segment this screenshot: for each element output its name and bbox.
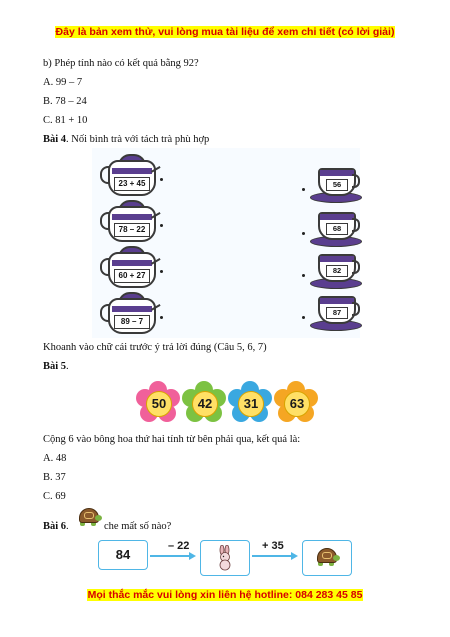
cup-dot-2[interactable] <box>302 232 305 235</box>
teapot-body <box>108 252 156 288</box>
cup-number: 82 <box>326 265 348 277</box>
operation-1: – 22 <box>168 540 190 552</box>
teapot-dot-2[interactable] <box>160 224 163 227</box>
cup-handle <box>352 174 360 188</box>
teapot-4[interactable] <box>102 292 158 330</box>
bai6-heading <box>43 521 69 532</box>
flower-number: 31 <box>238 391 264 417</box>
teapot-dot-1[interactable] <box>160 178 163 181</box>
arrow-1 <box>150 555 190 557</box>
bai6-dot: . <box>66 521 69 532</box>
cup-handle <box>352 218 360 232</box>
shell-pattern <box>322 552 332 559</box>
teapot-band <box>112 260 152 266</box>
teapot-band <box>112 306 152 312</box>
teapot-body <box>108 160 156 196</box>
flower-2[interactable] <box>184 383 224 423</box>
teapot-expression: 78 – 22 <box>114 223 150 237</box>
flower-4[interactable] <box>276 383 316 423</box>
cup-4[interactable] <box>310 294 360 332</box>
cup-dot-1[interactable] <box>302 188 305 191</box>
start-number: 84 <box>115 547 131 562</box>
cup-1[interactable] <box>310 166 360 204</box>
cup-number: 87 <box>326 307 348 319</box>
flower-1[interactable] <box>138 383 178 423</box>
bai5-dot: . <box>66 361 69 372</box>
teapot-band <box>112 214 152 220</box>
arrow-2-head <box>291 552 298 560</box>
teapot-1[interactable] <box>102 154 158 192</box>
cup-dot-3[interactable] <box>302 274 305 277</box>
cup-band <box>320 170 354 176</box>
cup-band <box>320 298 354 304</box>
part-b-question: b) Phép tính nào có kết quả bằng 92? <box>43 58 199 69</box>
teapot-expression: 23 + 45 <box>114 177 150 191</box>
flower-3[interactable] <box>230 383 270 423</box>
teapot-expression: 60 + 27 <box>114 269 150 283</box>
bai5-option-a[interactable]: A. 48 <box>43 453 67 464</box>
bai6-label: Bài 6 <box>43 521 67 532</box>
rabbit-icon <box>214 545 236 571</box>
part-b-option-c: C. 81 + 10 <box>43 115 88 126</box>
flower-number: 50 <box>146 391 172 417</box>
cup-handle <box>352 302 360 316</box>
part-b-option-b: B. 78 – 24 <box>43 96 87 107</box>
turtle-icon <box>314 548 340 568</box>
cup-handle <box>352 260 360 274</box>
cup-number: 56 <box>326 179 348 191</box>
bai5-option-c[interactable]: C. 69 <box>43 491 66 502</box>
bai5-heading <box>43 361 69 372</box>
teapot-expression: 89 – 7 <box>114 315 150 329</box>
turtle-head <box>333 555 340 561</box>
flower-number: 42 <box>192 391 218 417</box>
cup-2[interactable] <box>310 210 360 248</box>
operation-2: + 35 <box>262 540 284 552</box>
footer-banner-text: Mọi thắc mắc vui lòng xin liên hệ hotline: 084 283 45 85 <box>87 589 363 601</box>
bai5-question: Cộng 6 vào bông hoa thứ hai tính từ bên phải qua, kết quả là: <box>43 434 301 445</box>
bai6-question: che mất số nào? <box>104 521 172 532</box>
cup-number: 68 <box>326 223 348 235</box>
flower-number: 63 <box>284 391 310 417</box>
rabbit-box[interactable] <box>200 540 250 576</box>
cup-body <box>318 254 356 282</box>
teapot-body <box>108 298 156 334</box>
teapot-3[interactable] <box>102 246 158 284</box>
arrow-2 <box>252 555 292 557</box>
bai4-heading <box>43 134 209 145</box>
turtle-head <box>95 515 102 521</box>
footer-banner <box>0 589 450 601</box>
part-b-option-a: A. 99 – 7 <box>43 77 83 88</box>
teapot-body <box>108 206 156 242</box>
teapot-band <box>112 168 152 174</box>
bai5-label: Bài 5 <box>43 361 67 372</box>
cup-body <box>318 296 356 324</box>
cup-dot-4[interactable] <box>302 316 305 319</box>
cup-body <box>318 168 356 196</box>
teapot-2[interactable] <box>102 200 158 238</box>
teapot-dot-4[interactable] <box>160 316 163 319</box>
header-banner-text: Đây là bản xem thử, vui lòng mua tài liệu để xem chi tiết (có lời giải) <box>55 26 395 38</box>
bai5-option-b[interactable]: B. 37 <box>43 472 66 483</box>
bai4-label: Bài 4 <box>43 134 67 145</box>
bai4-text: . Nối bình trà với tách trà phù hợp <box>66 134 210 145</box>
start-number-box <box>98 540 148 570</box>
turtle-box[interactable] <box>302 540 352 576</box>
cup-band <box>320 214 354 220</box>
cup-3[interactable] <box>310 252 360 290</box>
cup-body <box>318 212 356 240</box>
cup-band <box>320 256 354 262</box>
header-banner <box>0 26 450 38</box>
teapot-dot-3[interactable] <box>160 270 163 273</box>
arrow-1-head <box>189 552 196 560</box>
teapot-matching-exercise <box>92 148 360 338</box>
turtle-icon <box>76 508 102 528</box>
instruction-text: Khoanh vào chữ cái trước ý trả lời đúng (Câu 5, 6, 7) <box>43 342 267 353</box>
shell-pattern <box>84 512 94 519</box>
